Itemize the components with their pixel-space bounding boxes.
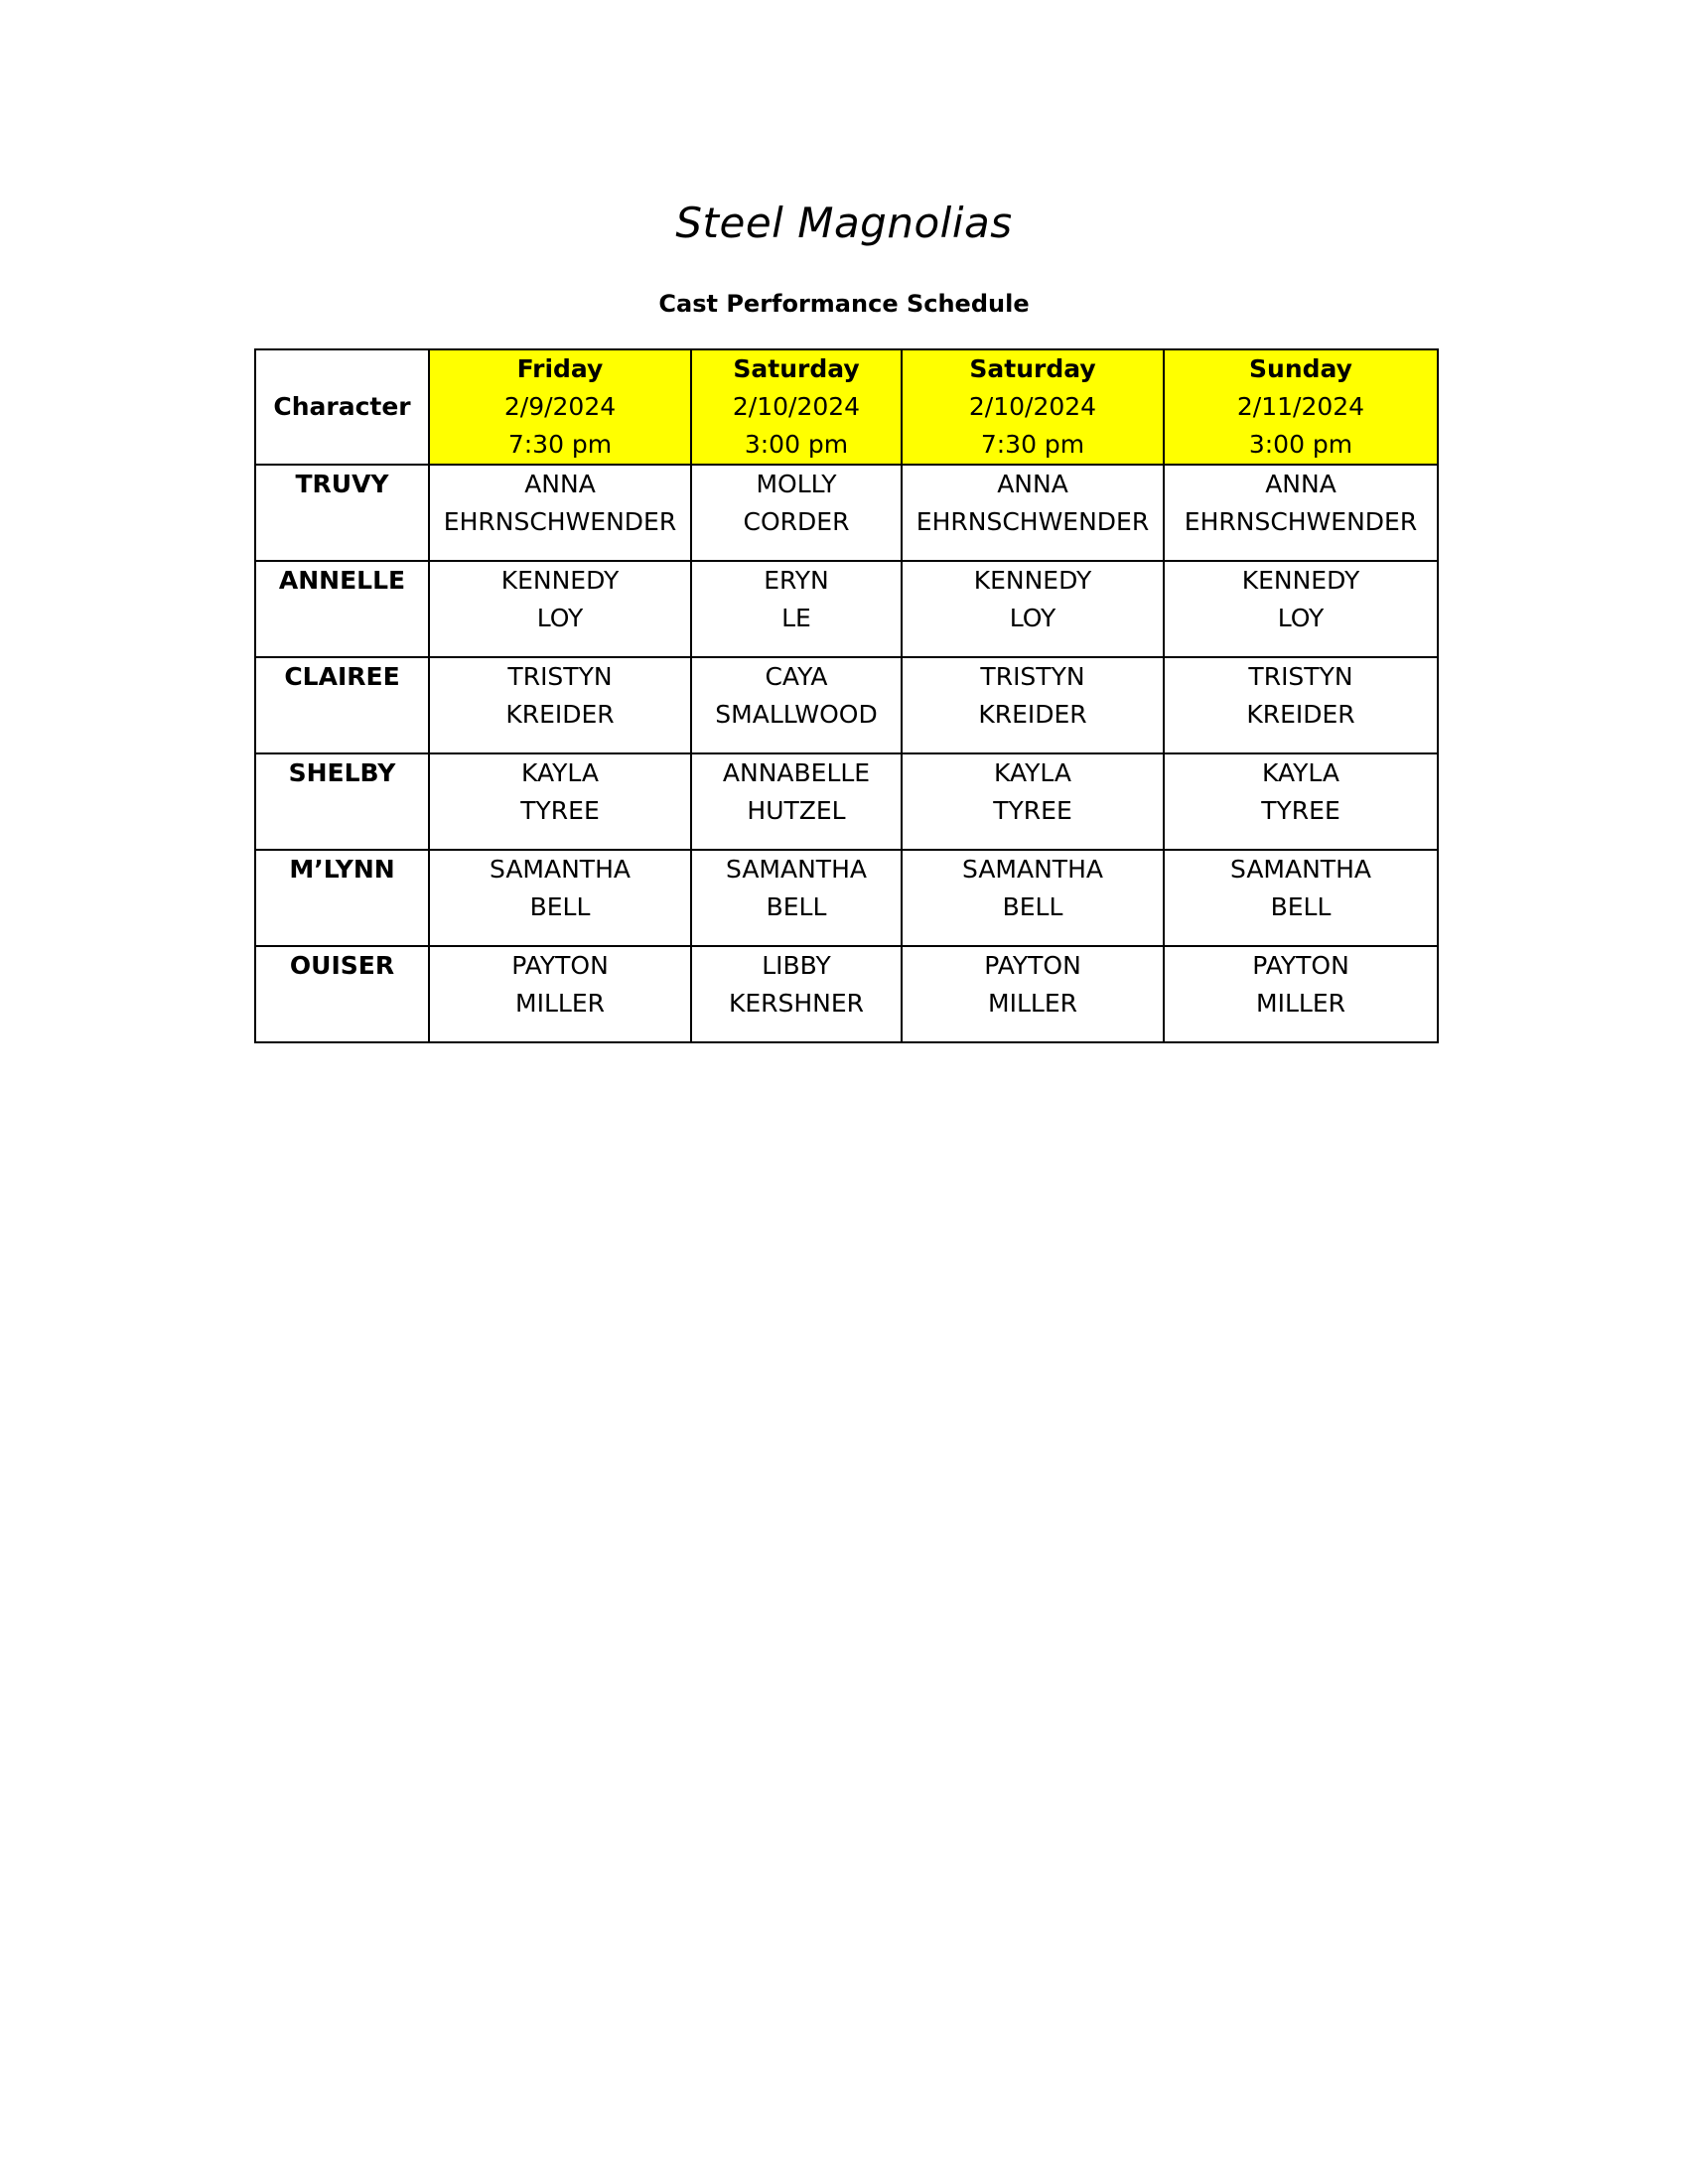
table-header-row [255, 349, 1438, 465]
document-title: Steel Magnolias [675, 199, 1013, 247]
table-row [255, 465, 1438, 561]
cast-last-name: LE [781, 604, 811, 632]
performance-date: 2/11/2024 [1236, 392, 1365, 421]
performance-day: Friday [516, 354, 604, 383]
character-name: OUISER [255, 946, 429, 1042]
performance-time: 3:00 pm [744, 430, 849, 459]
cast-last-name: LOY [1009, 604, 1056, 632]
cast-cell [1164, 850, 1438, 946]
cast-last-name: LOY [536, 604, 584, 632]
cast-last-name: KERSHNER [728, 989, 865, 1018]
cast-cell [429, 657, 691, 753]
cast-first-name: ANNA [997, 470, 1068, 498]
performance-date: 2/10/2024 [968, 392, 1097, 421]
performance-header [429, 349, 691, 465]
cast-last-name: EHRNSCHWENDER [443, 507, 677, 536]
cast-cell [902, 753, 1164, 850]
table-row [255, 657, 1438, 753]
performance-time: 7:30 pm [507, 430, 613, 459]
cast-first-name: SAMANTHA [490, 855, 631, 884]
cast-last-name: BELL [1002, 892, 1063, 921]
cast-first-name: KAYLA [1262, 758, 1339, 787]
cast-first-name: CAYA [765, 662, 828, 691]
cast-first-name: PAYTON [1252, 951, 1349, 980]
cast-last-name: BELL [1270, 892, 1332, 921]
cast-cell [1164, 946, 1438, 1042]
cast-last-name: KREIDER [1246, 700, 1355, 729]
cast-first-name: ERYN [764, 566, 829, 595]
character-name: CLAIREE [255, 657, 429, 753]
cast-first-name: LIBBY [762, 951, 831, 980]
table-row [255, 850, 1438, 946]
cast-last-name: KREIDER [978, 700, 1087, 729]
performance-time: 3:00 pm [1248, 430, 1353, 459]
cast-cell [902, 946, 1164, 1042]
document-subtitle: Cast Performance Schedule [658, 290, 1030, 318]
cast-schedule-table [254, 348, 1439, 1043]
cast-cell [902, 465, 1164, 561]
cast-last-name: TYREE [520, 796, 600, 825]
cast-cell [1164, 657, 1438, 753]
cast-last-name: HUTZEL [747, 796, 846, 825]
cast-cell [429, 946, 691, 1042]
cast-last-name: BELL [529, 892, 591, 921]
cast-first-name: KENNEDY [500, 566, 620, 595]
performance-day: Saturday [969, 354, 1096, 383]
cast-first-name: ANNABELLE [722, 758, 871, 787]
cast-cell [429, 465, 691, 561]
cast-cell [429, 753, 691, 850]
cast-first-name: TRISTYN [507, 662, 613, 691]
performance-header [902, 349, 1164, 465]
cast-last-name: TYREE [1261, 796, 1340, 825]
cast-cell [691, 946, 902, 1042]
cast-last-name: SMALLWOOD [715, 700, 878, 729]
cast-cell [1164, 561, 1438, 657]
cast-cell [429, 561, 691, 657]
cast-cell [902, 657, 1164, 753]
cast-first-name: SAMANTHA [962, 855, 1103, 884]
character-name: M’LYNN [255, 850, 429, 946]
cast-first-name: SAMANTHA [1230, 855, 1371, 884]
table-row [255, 561, 1438, 657]
performance-header [1164, 349, 1438, 465]
performance-day: Sunday [1249, 354, 1352, 383]
cast-cell [902, 850, 1164, 946]
performance-date: 2/10/2024 [732, 392, 861, 421]
cast-first-name: TRISTYN [1248, 662, 1353, 691]
cast-cell [691, 465, 902, 561]
cast-last-name: BELL [766, 892, 827, 921]
cast-first-name: ANNA [1265, 470, 1336, 498]
character-name: SHELBY [255, 753, 429, 850]
table-row [255, 946, 1438, 1042]
cast-first-name: TRISTYN [980, 662, 1085, 691]
cast-cell [691, 657, 902, 753]
performance-day: Saturday [733, 354, 860, 383]
cast-first-name: PAYTON [984, 951, 1081, 980]
cast-last-name: MILLER [515, 989, 605, 1018]
cast-first-name: PAYTON [511, 951, 609, 980]
cast-last-name: TYREE [993, 796, 1072, 825]
performance-header [691, 349, 902, 465]
cast-first-name: KENNEDY [973, 566, 1092, 595]
cast-cell [691, 561, 902, 657]
character-name: ANNELLE [255, 561, 429, 657]
cast-first-name: SAMANTHA [726, 855, 867, 884]
character-column-header: Character [255, 349, 429, 465]
cast-cell [691, 753, 902, 850]
performance-date: 2/9/2024 [503, 392, 617, 421]
cast-last-name: EHRNSCHWENDER [1184, 507, 1418, 536]
cast-first-name: KENNEDY [1241, 566, 1360, 595]
cast-cell [1164, 465, 1438, 561]
performance-time: 7:30 pm [980, 430, 1085, 459]
cast-first-name: KAYLA [994, 758, 1071, 787]
cast-last-name: LOY [1277, 604, 1325, 632]
cast-cell [902, 561, 1164, 657]
cast-first-name: ANNA [524, 470, 596, 498]
cast-cell [1164, 753, 1438, 850]
cast-cell [429, 850, 691, 946]
cast-cell [691, 850, 902, 946]
cast-first-name: MOLLY [756, 470, 837, 498]
cast-last-name: KREIDER [505, 700, 615, 729]
table-row [255, 753, 1438, 850]
cast-last-name: EHRNSCHWENDER [915, 507, 1150, 536]
cast-last-name: MILLER [1256, 989, 1345, 1018]
cast-last-name: CORDER [743, 507, 850, 536]
cast-last-name: MILLER [988, 989, 1077, 1018]
character-name: TRUVY [255, 465, 429, 561]
cast-first-name: KAYLA [521, 758, 599, 787]
